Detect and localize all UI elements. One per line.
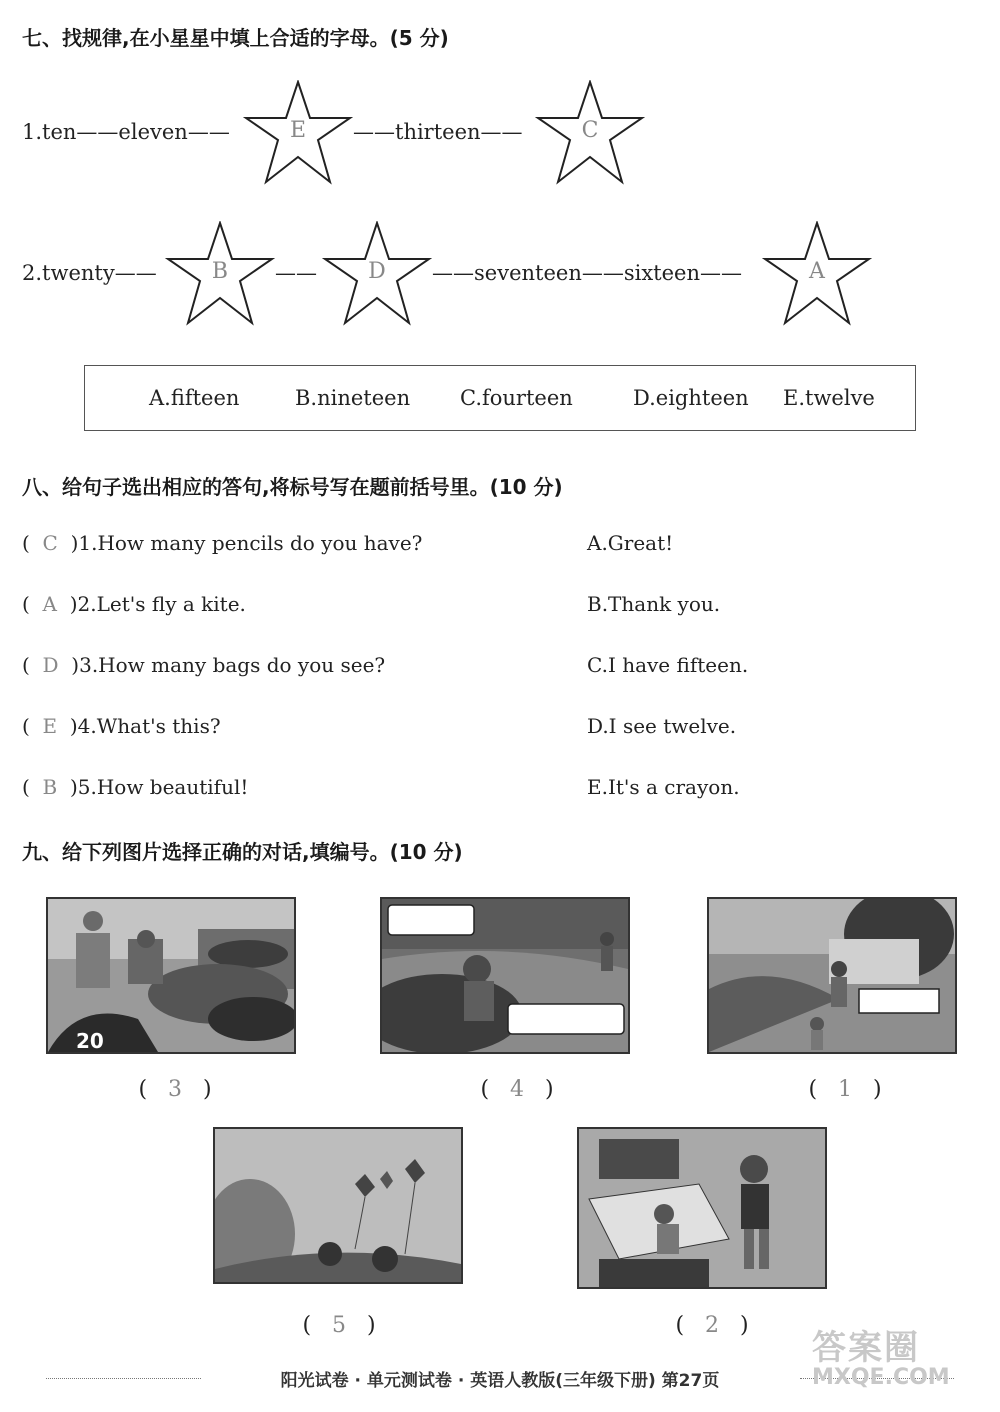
sequence2-dash: ——	[275, 261, 317, 285]
kites-sky-illustration	[215, 1129, 461, 1282]
question-answer[interactable]: C	[42, 531, 58, 555]
star-blank-5[interactable]	[762, 221, 872, 327]
picture-kite-dialog	[380, 897, 630, 1054]
question-row-5	[22, 775, 248, 799]
section8-heading: 八、给句子选出相应的答句,将标号写在题前括号里。(10 分)	[22, 475, 563, 499]
star-answer: D	[368, 259, 386, 284]
word-options-box	[84, 365, 916, 431]
picture-answer-value: 2	[705, 1313, 719, 1338]
star-answer: B	[211, 259, 229, 284]
star-answer: E	[289, 118, 307, 143]
watermark-logo-text: 答案圈	[812, 1328, 920, 1368]
reply-option-a: A.Great!	[587, 531, 674, 555]
watermark-url: MXQE.COM	[812, 1365, 950, 1390]
paren-open: (	[22, 775, 43, 799]
star-blank-1[interactable]	[243, 80, 353, 186]
picture-answer-value: 5	[332, 1313, 346, 1338]
star-answer: A	[809, 259, 825, 284]
question-answer[interactable]: E	[42, 714, 58, 738]
picture-answer-2[interactable]: ( 4 )	[480, 1077, 554, 1102]
sequence2-start: 2.twenty——	[22, 261, 157, 285]
site-watermark	[812, 1320, 950, 1390]
picture-answer-5[interactable]: ( 2 )	[675, 1313, 749, 1338]
question-row-1	[22, 531, 422, 555]
question-text: )5.How beautiful!	[69, 775, 249, 799]
reply-option-e: E.It's a crayon.	[587, 775, 740, 799]
option-b: B.nineteen	[295, 386, 411, 410]
option-a: A.fifteen	[149, 386, 240, 410]
option-c: C.fourteen	[460, 386, 573, 410]
picture-kites-sky	[213, 1127, 463, 1284]
sequence1-mid: ——thirteen——	[353, 120, 523, 144]
classroom-illustration	[579, 1129, 825, 1287]
question-answer[interactable]: B	[42, 775, 58, 799]
car-number-label: 20	[76, 1029, 104, 1053]
option-e: E.twelve	[783, 386, 875, 410]
picture-answer-4[interactable]: ( 5 )	[302, 1313, 376, 1338]
reply-option-b: B.Thank you.	[587, 592, 721, 616]
question-text: )2.Let's fly a kite.	[69, 592, 246, 616]
picture-answer-value: 1	[838, 1077, 852, 1102]
reply-option-c: C.I have fifteen.	[587, 653, 749, 677]
star-blank-2[interactable]	[535, 80, 645, 186]
picture-answer-3[interactable]: ( 1 )	[808, 1077, 882, 1102]
section9-heading: 九、给下列图片选择正确的对话,填编号。(10 分)	[22, 840, 463, 864]
sequence1-start: 1.ten——eleven——	[22, 120, 230, 144]
picture-park	[707, 897, 957, 1054]
star-answer: C	[581, 118, 599, 143]
picture-classroom	[577, 1127, 827, 1289]
kite-dialog-illustration	[382, 899, 628, 1052]
park-illustration	[709, 899, 955, 1052]
section7-heading: 七、找规律,在小星星中填上合适的字母。(5 分)	[22, 26, 449, 50]
reply-option-d: D.I see twelve.	[587, 714, 737, 738]
paren-open: (	[22, 592, 43, 616]
question-text: )4.What's this?	[69, 714, 221, 738]
question-answer[interactable]: A	[42, 592, 57, 616]
paren-open: (	[22, 714, 43, 738]
question-text: )1.How many pencils do you have?	[70, 531, 423, 555]
question-row-3	[22, 653, 385, 677]
star-blank-4[interactable]	[322, 221, 432, 327]
paren-open: (	[22, 531, 43, 555]
option-d: D.eighteen	[633, 386, 749, 410]
question-row-2	[22, 592, 246, 616]
question-text: )3.How many bags do you see?	[71, 653, 386, 677]
picture-answer-value: 3	[168, 1077, 182, 1102]
paren-open: (	[22, 653, 43, 677]
question-answer[interactable]: D	[42, 653, 59, 677]
question-row-4	[22, 714, 221, 738]
star-blank-3[interactable]	[165, 221, 275, 327]
picture-answer-value: 4	[510, 1077, 524, 1102]
page-footer: 阳光试卷 · 单元测试卷 · 英语人教版(三年级下册) 第27页	[280, 1371, 720, 1391]
sequence2-mid: ——seventeen——sixteen——	[432, 261, 742, 285]
picture-answer-1[interactable]: ( 3 )	[138, 1077, 212, 1102]
picture-toy-cars	[46, 897, 296, 1054]
